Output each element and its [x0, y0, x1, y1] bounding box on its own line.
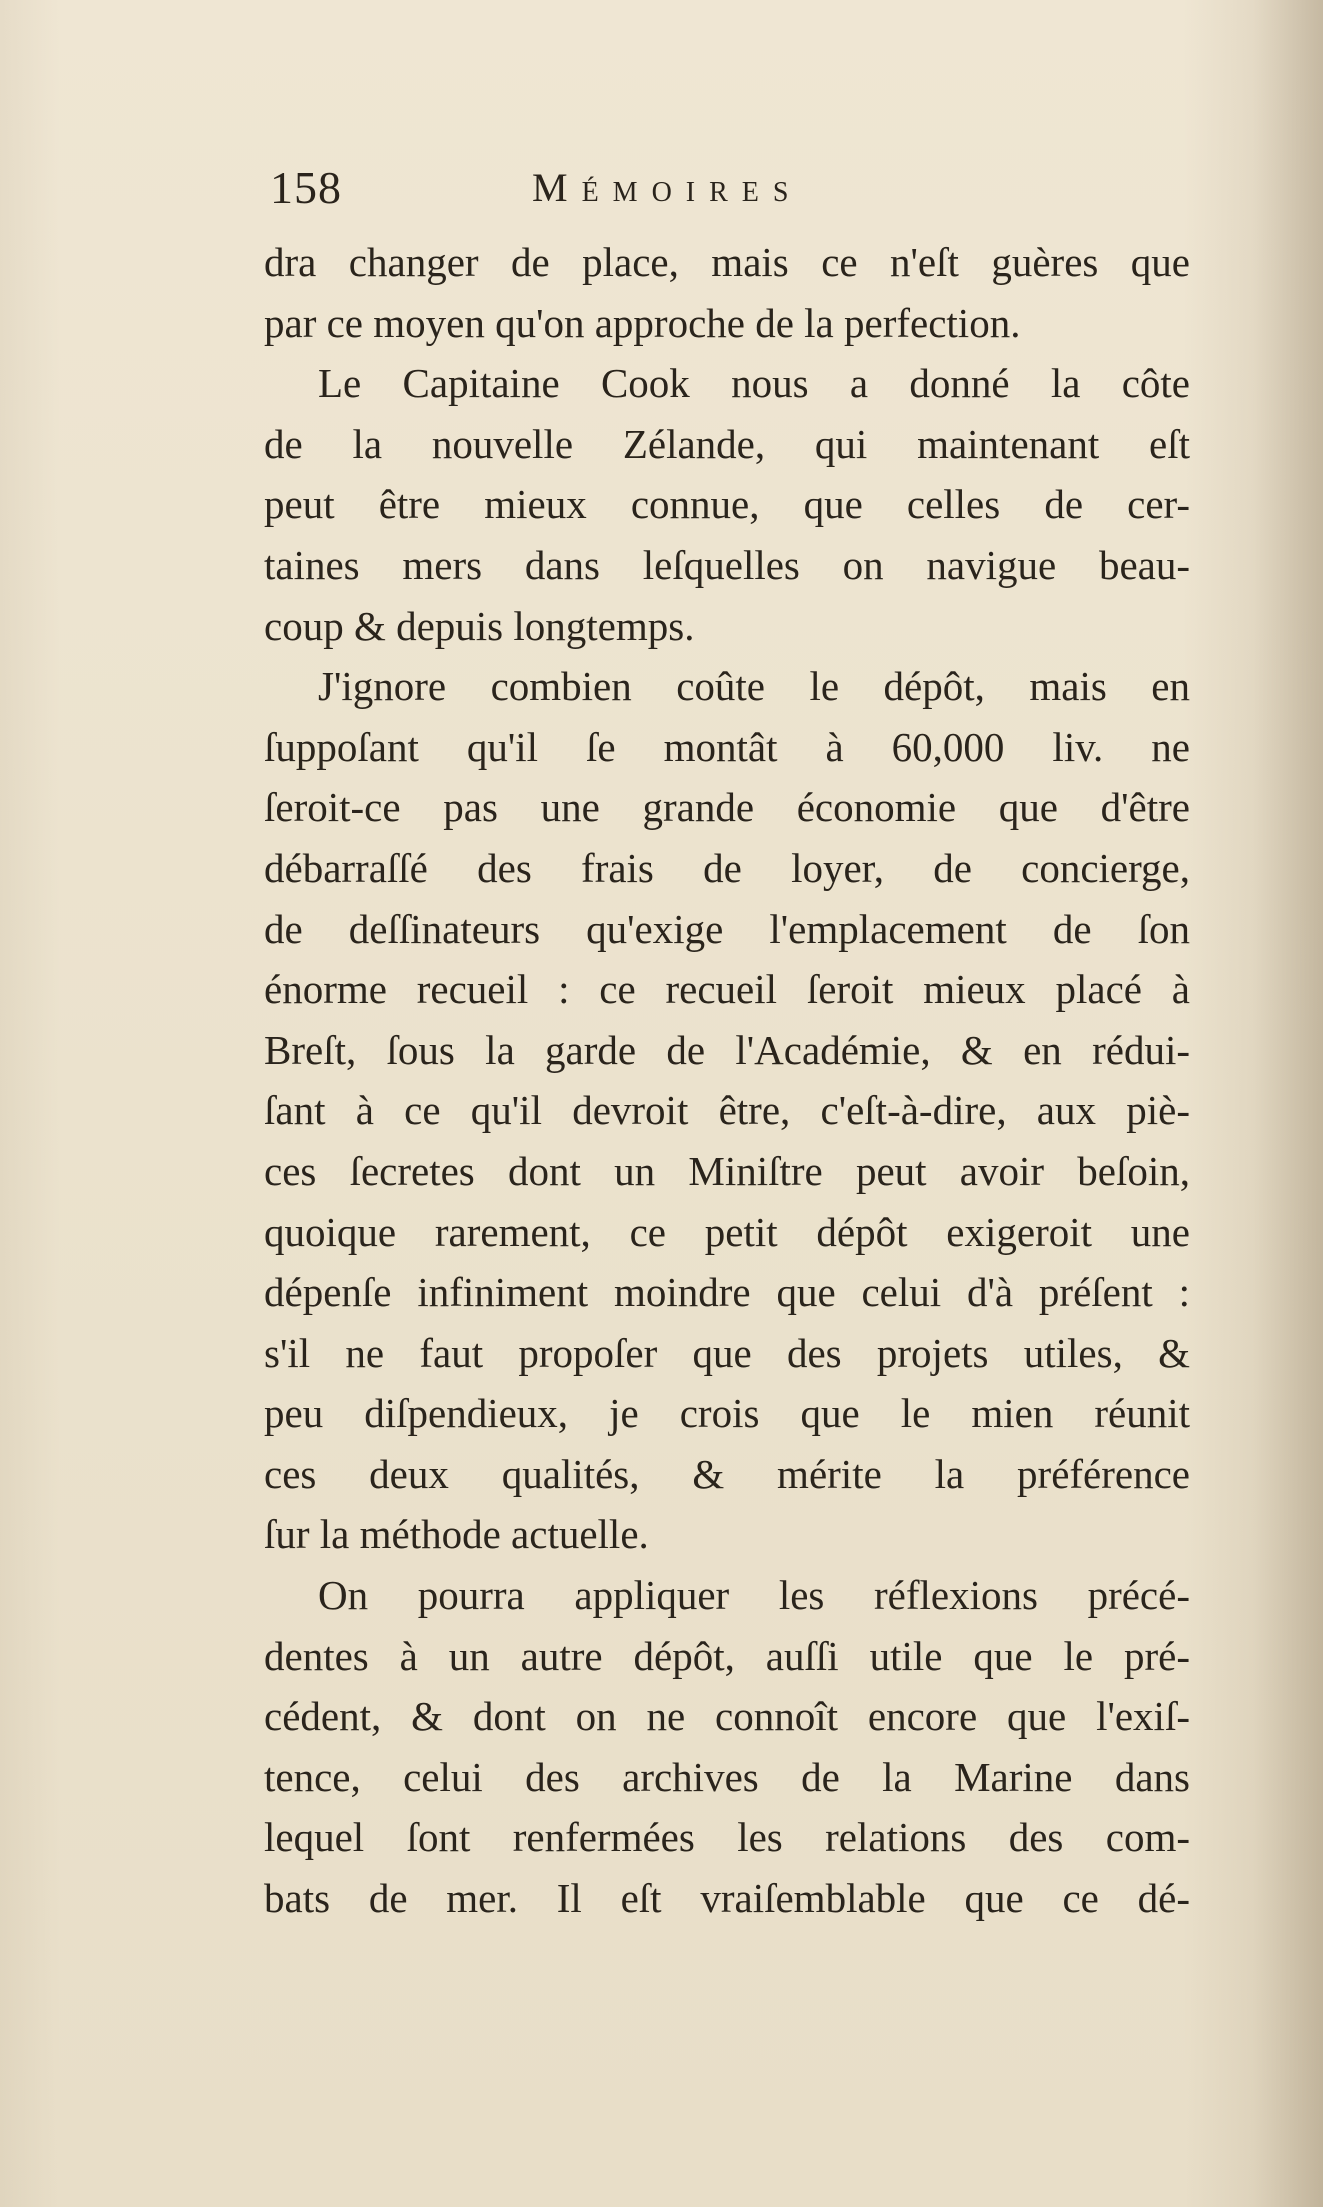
text-line: ſant à ce qu'il devroit être, c'eſt-à-dire, aux piè-: [264, 1087, 1190, 1134]
text-line: lequel ſont renfermées les relations des com-: [264, 1814, 1190, 1861]
text-line: taines mers dans leſquelles on navigue beau-: [264, 541, 1190, 588]
page-number: 158: [270, 162, 342, 213]
text-line: ſeroit-ce pas une grande économie que d'être: [264, 784, 1190, 831]
text-line: dépenſe infiniment moindre que celui d'à préſent :: [264, 1269, 1190, 1316]
text-line: ces deux qualités, & mérite la préférence: [264, 1450, 1190, 1497]
running-title: Mémoires: [532, 165, 803, 210]
text-line: peu diſpendieux, je crois que le mien réunit: [264, 1390, 1190, 1437]
text-line: coup & depuis longtemps.: [264, 602, 695, 649]
text-line: ſuppoſant qu'il ſe montât à 60,000 liv. ne: [264, 723, 1190, 770]
text-line: énorme recueil : ce recueil ſeroit mieux placé à: [264, 966, 1190, 1013]
text-line: dentes à un autre dépôt, auſſi utile que le pré-: [264, 1632, 1190, 1679]
text-line: par ce moyen qu'on approche de la perfection.: [264, 299, 1021, 346]
text-line: Le Capitaine Cook nous a donné la côte: [318, 360, 1190, 407]
text-line: cédent, & dont on ne connoît encore que l'exiſ-: [264, 1693, 1190, 1740]
text-line: quoique rarement, ce petit dépôt exigeroit une: [264, 1208, 1190, 1255]
text-line: débarraſſé des frais de loyer, de concierge,: [264, 844, 1190, 891]
text-line: peut être mieux connue, que celles de cer-: [264, 481, 1190, 528]
text-line: dra changer de place, mais ce n'eſt guères que: [264, 239, 1190, 285]
text-line: de la nouvelle Zélande, qui maintenant eſt: [264, 420, 1190, 467]
text-line: tence, celui des archives de la Marine dans: [264, 1753, 1190, 1800]
text-line: bats de mer. Il eſt vraiſemblable que ce dé-: [264, 1875, 1190, 1922]
page-header: [270, 158, 1190, 218]
text-line: J'ignore combien coûte le dépôt, mais en: [318, 663, 1190, 710]
text-line: de deſſinateurs qu'exige l'emplacement de ſon: [264, 905, 1190, 952]
body-text: [264, 232, 1190, 1929]
text-line: Breſt, ſous la garde de l'Académie, & en rédui-: [264, 1026, 1190, 1073]
text-line: On pourra appliquer les réflexions précé-: [318, 1572, 1190, 1619]
text-line: ces ſecretes dont un Miniſtre peut avoir beſoin,: [264, 1147, 1190, 1194]
text-line: s'il ne faut propoſer que des projets utiles, &: [264, 1329, 1190, 1376]
text-line: ſur la méthode actuelle.: [264, 1511, 649, 1558]
